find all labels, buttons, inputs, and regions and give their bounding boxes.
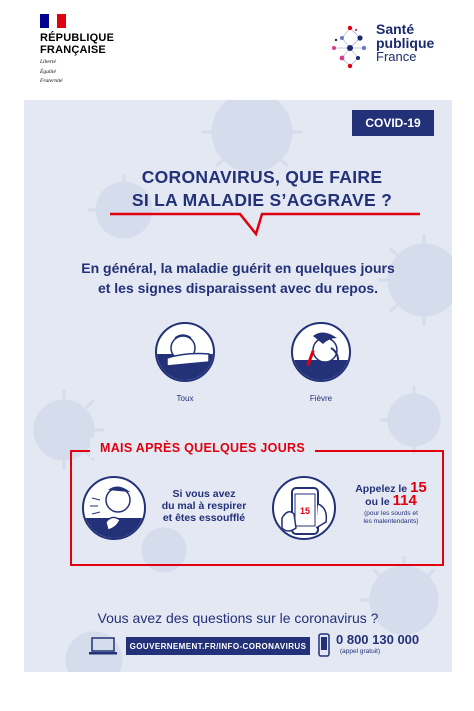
republique-francaise-logo <box>40 14 114 85</box>
header <box>0 0 474 92</box>
symptom-cough <box>150 322 220 403</box>
hotline-note: (appel gratuit) <box>340 648 381 655</box>
breathing-difficulty-text <box>156 488 252 524</box>
breathing-difficulty-icon <box>82 476 146 540</box>
republique-line1: RÉPUBLIQUE <box>40 32 115 44</box>
headline-line2: SI LA MALADIE S’AGGRAVE ? <box>131 190 393 210</box>
motto-egalite: Égalité <box>40 68 56 75</box>
breath-line3: et êtes essoufflé <box>162 512 246 524</box>
phone-call-icon <box>272 476 336 540</box>
hotline-number[interactable]: 0 800 130 000 <box>336 632 420 647</box>
phone-screen-number: 15 <box>299 506 311 516</box>
spf-line3: France <box>376 49 417 64</box>
call-15-number: 15 <box>410 479 427 496</box>
covid-19-badge: COVID-19 <box>352 110 434 136</box>
french-flag-icon <box>40 14 66 28</box>
motto-liberte: Liberté <box>40 59 56 65</box>
spf-line2: publique <box>376 35 435 51</box>
call-note-line1: (pour les sourds et <box>364 510 418 517</box>
poster-panel <box>24 100 452 672</box>
breath-line2: du mal à respirer <box>161 500 247 512</box>
symptom-fever-label: Fièvre <box>309 394 333 403</box>
cough-illustration-icon <box>155 322 215 382</box>
spf-line1: Santé <box>376 21 415 37</box>
headline-line1: CORONAVIRUS, QUE FAIRE <box>141 167 383 187</box>
intro-line1: En général, la maladie guérit en quelques jours <box>81 260 395 276</box>
call-instructions-text <box>346 479 436 525</box>
republique-line2: FRANÇAISE <box>40 44 106 56</box>
symptom-cough-label: Toux <box>176 394 194 403</box>
call-114-number: 114 <box>392 492 417 509</box>
headline-bubble <box>90 160 434 230</box>
call-note-line2: les malentendants) <box>363 517 419 525</box>
spf-dots-icon <box>330 22 370 72</box>
symptom-fever <box>286 322 356 403</box>
laptop-icon <box>88 636 118 656</box>
info-url-link[interactable]: GOUVERNEMENT.FR/INFO-CORONAVIRUS <box>126 637 310 655</box>
sante-publique-france-logo <box>330 22 434 72</box>
phone-icon <box>318 633 330 657</box>
warning-title: MAIS APRÈS QUELQUES JOURS <box>90 438 315 458</box>
footer-question: Vous avez des questions sur le coronavirus ? <box>97 610 379 626</box>
fever-illustration-icon <box>291 322 351 382</box>
call-prefix: Appelez le <box>355 483 408 495</box>
call-mid: ou le <box>365 496 390 508</box>
motto-fraternite: Fraternité <box>40 78 63 84</box>
intro-text <box>24 258 452 298</box>
breath-line1: Si vous avez <box>172 488 236 500</box>
intro-line2: et les signes disparaissent avec du repos. <box>97 280 379 296</box>
